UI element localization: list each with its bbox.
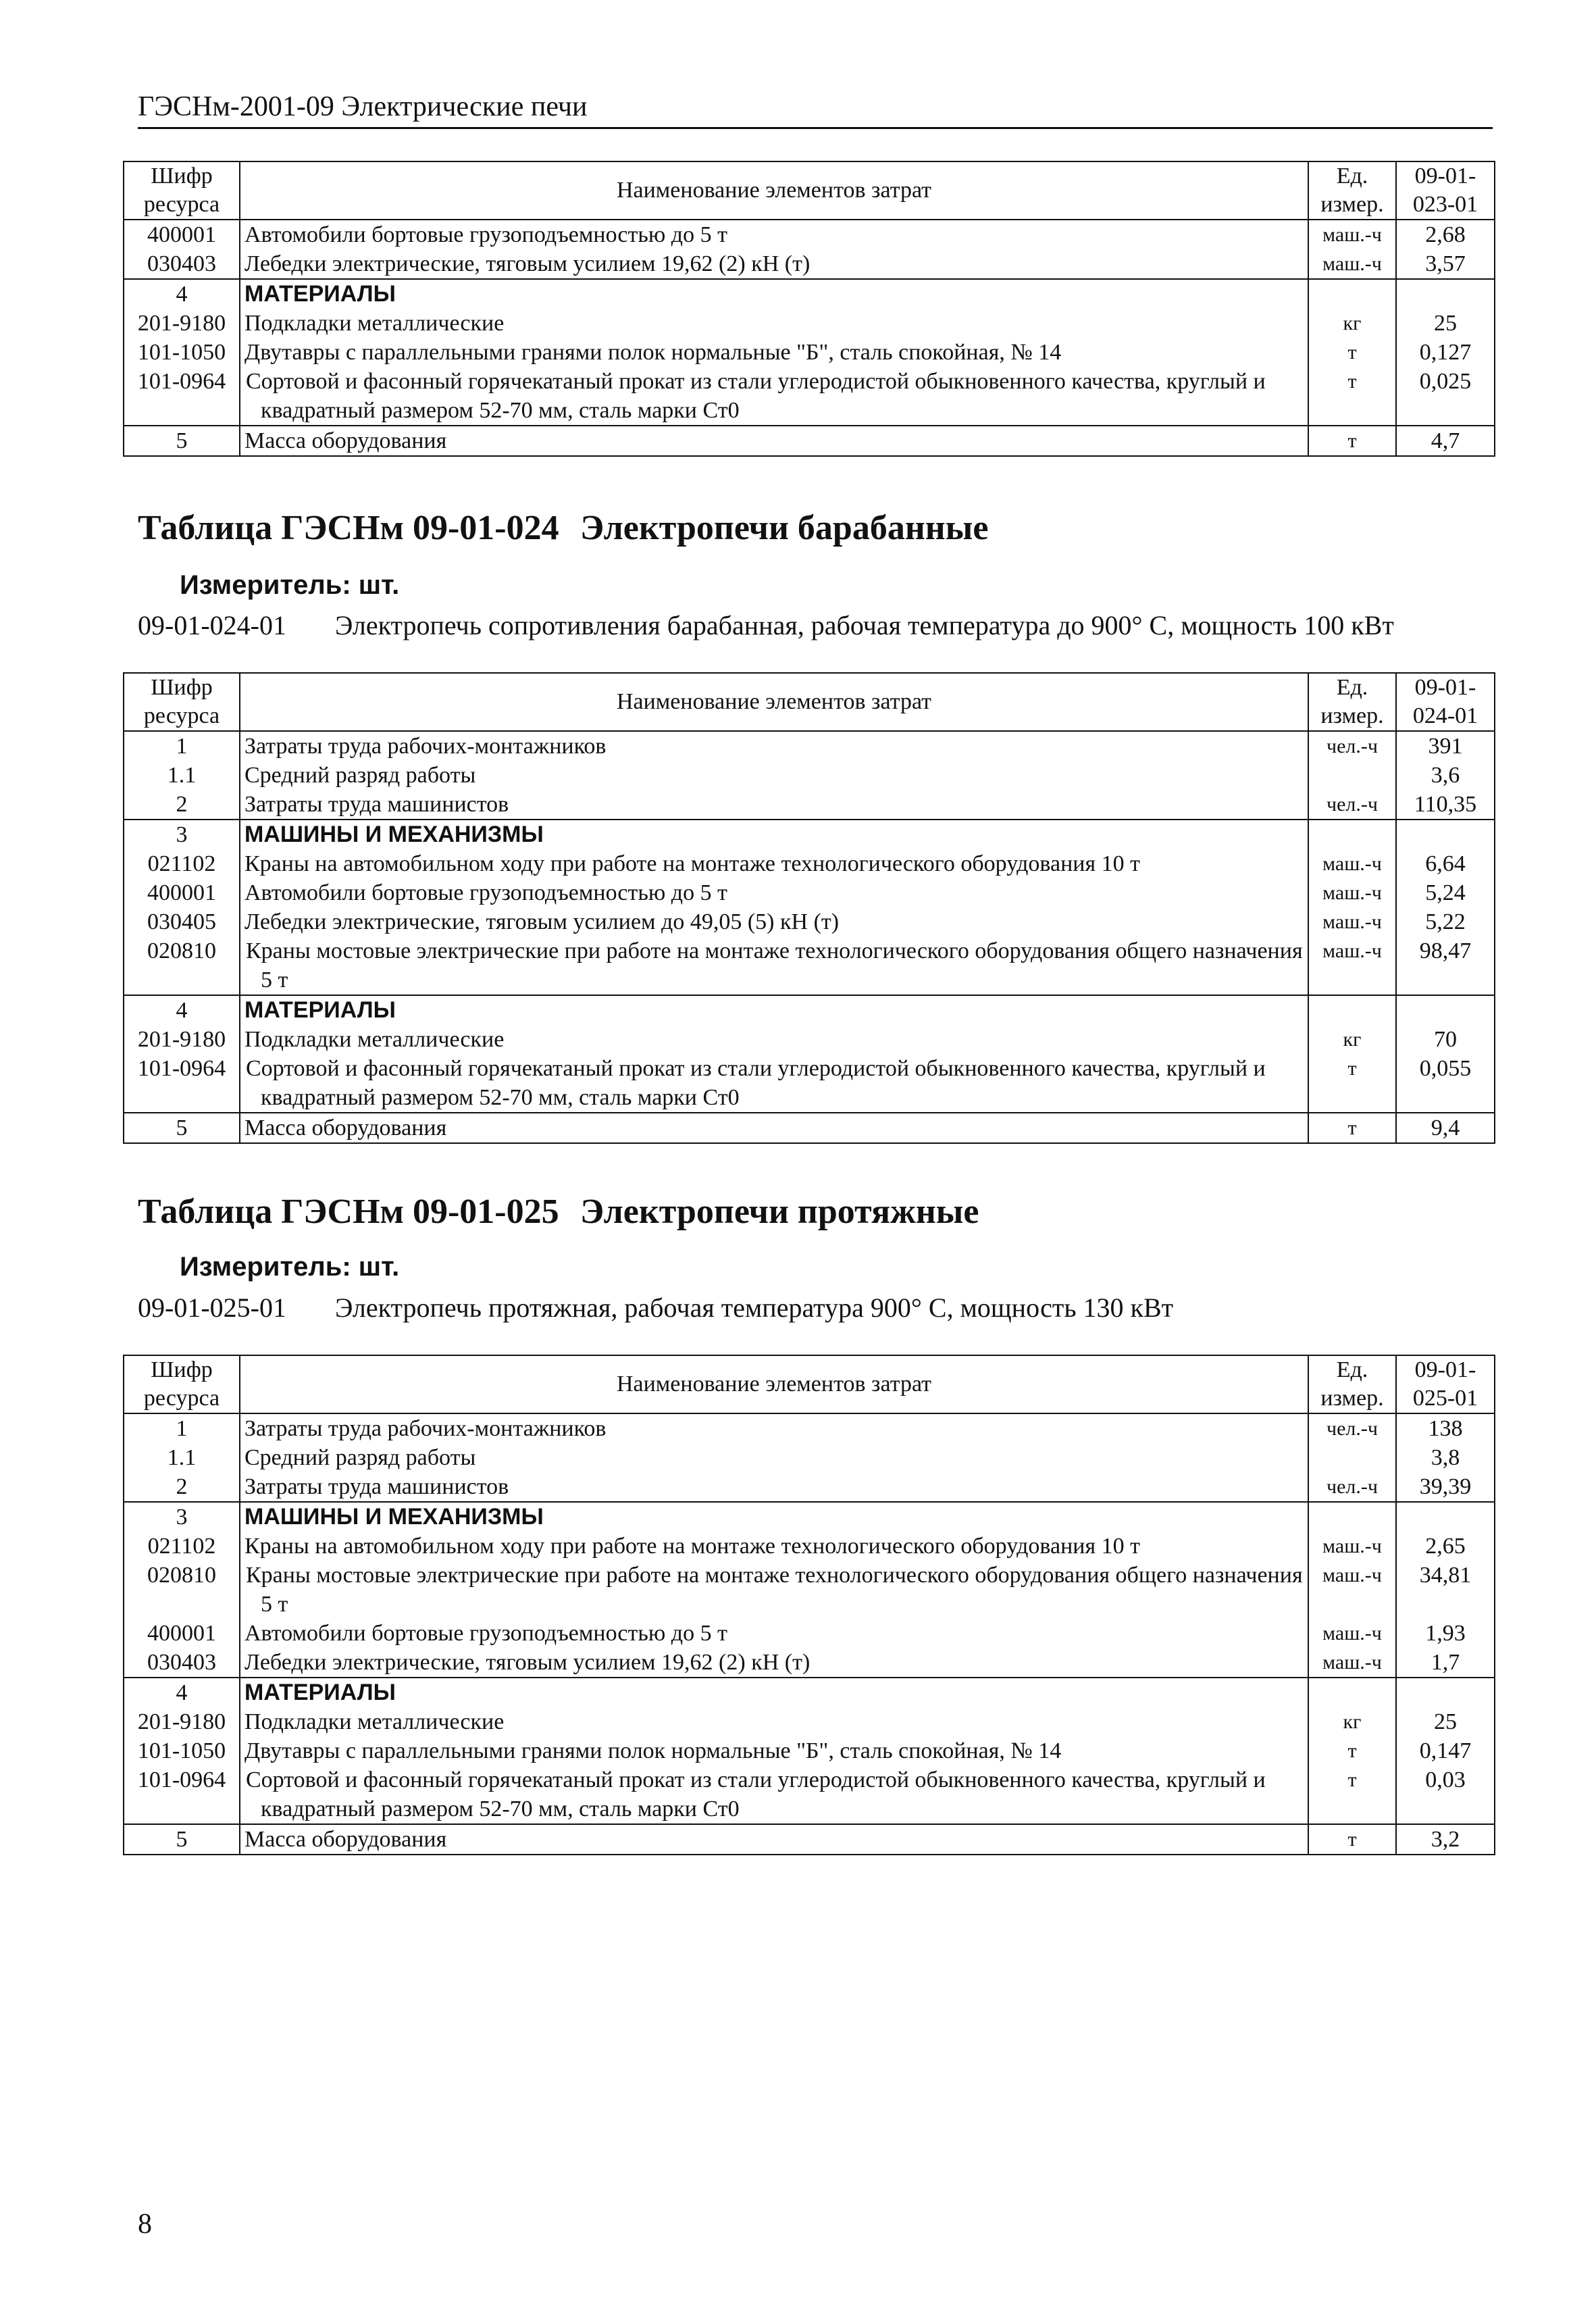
row-unit: маш.-ч — [1308, 220, 1396, 249]
row-unit: маш.-ч — [1308, 249, 1396, 279]
row-value: 0,025 — [1396, 367, 1495, 426]
item-description: Электропечь протяжная, рабочая температура 900° С, мощность 130 кВт — [335, 1292, 1174, 1323]
row-code: 400001 — [124, 1619, 240, 1648]
row-name: Двутавры с параллельными гранями полок нормальные "Б", сталь спокойная, № 14 — [240, 1736, 1308, 1765]
row-value: 3,2 — [1396, 1824, 1495, 1855]
row-value — [1396, 279, 1495, 309]
meter-label: Измеритель: шт. — [180, 1252, 400, 1282]
table-header-row — [124, 673, 1495, 731]
row-value: 3,57 — [1396, 249, 1495, 279]
table-row — [124, 426, 1495, 456]
row-unit — [1308, 1678, 1396, 1707]
row-value: 34,81 — [1396, 1561, 1495, 1619]
row-unit: маш.-ч — [1308, 1648, 1396, 1678]
item-description-line — [138, 609, 1394, 641]
row-name: МАТЕРИАЛЫ — [240, 1678, 1308, 1707]
col-header-code: Шифр ресурса — [124, 1355, 240, 1413]
row-unit: чел.-ч — [1308, 731, 1396, 761]
row-value — [1396, 995, 1495, 1025]
table-row — [124, 220, 1495, 249]
row-name: Лебедки электрические, тяговым усилием 19,62 (2) кН (т) — [240, 249, 1308, 279]
row-value: 39,39 — [1396, 1472, 1495, 1502]
row-name: Автомобили бортовые грузоподъемностью до 5 т — [240, 220, 1308, 249]
row-unit: т — [1308, 1054, 1396, 1113]
row-unit: маш.-ч — [1308, 1619, 1396, 1648]
row-value: 9,4 — [1396, 1113, 1495, 1143]
row-name: Затраты труда машинистов — [240, 790, 1308, 820]
table-header-row — [124, 1355, 1495, 1413]
item-code: 09-01-024-01 — [138, 610, 286, 640]
table-row — [124, 820, 1495, 849]
row-code: 1 — [124, 1413, 240, 1443]
row-code: 1.1 — [124, 761, 240, 790]
row-name: МАШИНЫ И МЕХАНИЗМЫ — [240, 1502, 1308, 1532]
table-title-name: Электропечи протяжные — [580, 1192, 979, 1231]
row-code: 5 — [124, 1113, 240, 1143]
row-code: 021102 — [124, 1532, 240, 1561]
row-name: МАШИНЫ И МЕХАНИЗМЫ — [240, 820, 1308, 849]
row-name: Автомобили бортовые грузоподъемностью до 5 т — [240, 1619, 1308, 1648]
row-code: 030403 — [124, 249, 240, 279]
row-name: Краны мостовые электрические при работе на монтаже технологического оборудования общего назначения 5 т — [240, 936, 1308, 995]
row-name: МАТЕРИАЛЫ — [240, 279, 1308, 309]
table-row — [124, 249, 1495, 279]
row-code: 4 — [124, 1678, 240, 1707]
item-description-line — [138, 1292, 1173, 1324]
row-value: 2,68 — [1396, 220, 1495, 249]
table-row — [124, 1532, 1495, 1561]
row-name: Масса оборудования — [240, 426, 1308, 456]
row-code: 400001 — [124, 220, 240, 249]
cost-table-023 — [123, 161, 1495, 457]
table-title-024 — [138, 508, 988, 548]
table-row — [124, 907, 1495, 936]
table-row — [124, 936, 1495, 995]
row-name: Двутавры с параллельными гранями полок нормальные "Б", сталь спокойная, № 14 — [240, 338, 1308, 367]
row-name: Лебедки электрические, тяговым усилием до 49,05 (5) кН (т) — [240, 907, 1308, 936]
row-name: Автомобили бортовые грузоподъемностью до 5 т — [240, 878, 1308, 907]
row-code: 101-0964 — [124, 1054, 240, 1113]
table-row — [124, 309, 1495, 338]
table-row — [124, 1025, 1495, 1054]
row-unit: т — [1308, 1765, 1396, 1824]
page-header-title: ГЭСНм-2001-09 Электрические печи — [138, 91, 588, 122]
col-header-unit: Ед. измер. — [1308, 673, 1396, 731]
table-row — [124, 849, 1495, 878]
row-code: 101-0964 — [124, 367, 240, 426]
row-value — [1396, 820, 1495, 849]
table-row — [124, 1054, 1495, 1113]
row-code: 4 — [124, 279, 240, 309]
table-header-row — [124, 161, 1495, 220]
table-title-025 — [138, 1192, 979, 1232]
row-code: 3 — [124, 820, 240, 849]
row-code: 101-1050 — [124, 338, 240, 367]
col-header-unit: Ед. измер. — [1308, 1355, 1396, 1413]
table-row — [124, 1113, 1495, 1143]
table-row — [124, 1561, 1495, 1619]
row-code: 5 — [124, 1824, 240, 1855]
row-code: 101-0964 — [124, 1765, 240, 1824]
row-value: 0,127 — [1396, 338, 1495, 367]
row-value: 138 — [1396, 1413, 1495, 1443]
table-row — [124, 1502, 1495, 1532]
row-value: 6,64 — [1396, 849, 1495, 878]
row-unit: т — [1308, 1736, 1396, 1765]
table-row — [124, 1472, 1495, 1502]
row-name: Средний разряд работы — [240, 1443, 1308, 1472]
table-row — [124, 878, 1495, 907]
row-code: 030403 — [124, 1648, 240, 1678]
row-unit — [1308, 1502, 1396, 1532]
row-name: Подкладки металлические — [240, 1707, 1308, 1736]
row-value: 25 — [1396, 1707, 1495, 1736]
row-value: 2,65 — [1396, 1532, 1495, 1561]
row-code: 3 — [124, 1502, 240, 1532]
row-code: 2 — [124, 790, 240, 820]
col-header-code: Шифр ресурса — [124, 161, 240, 220]
row-name: Лебедки электрические, тяговым усилием 19,62 (2) кН (т) — [240, 1648, 1308, 1678]
cost-table-body — [124, 673, 1495, 1143]
row-value: 5,24 — [1396, 878, 1495, 907]
meter-label: Измеритель: шт. — [180, 570, 400, 600]
row-code: 030405 — [124, 907, 240, 936]
table-row — [124, 1443, 1495, 1472]
row-value: 25 — [1396, 309, 1495, 338]
row-unit: т — [1308, 338, 1396, 367]
row-name: Краны на автомобильном ходу при работе на монтаже технологического оборудования 10 т — [240, 849, 1308, 878]
row-unit: маш.-ч — [1308, 936, 1396, 995]
table-row — [124, 1678, 1495, 1707]
col-header-norm: 09-01- 024-01 — [1396, 673, 1495, 731]
table-row — [124, 790, 1495, 820]
col-header-norm: 09-01- 023-01 — [1396, 161, 1495, 220]
row-unit: т — [1308, 367, 1396, 426]
row-name: Затраты труда машинистов — [240, 1472, 1308, 1502]
table-row — [124, 1619, 1495, 1648]
row-name: Краны на автомобильном ходу при работе на монтаже технологического оборудования 10 т — [240, 1532, 1308, 1561]
row-value: 1,93 — [1396, 1619, 1495, 1648]
row-name: МАТЕРИАЛЫ — [240, 995, 1308, 1025]
cost-table-body — [124, 1355, 1495, 1855]
row-value: 4,7 — [1396, 426, 1495, 456]
table-row — [124, 1824, 1495, 1855]
row-value: 0,147 — [1396, 1736, 1495, 1765]
table-row — [124, 995, 1495, 1025]
col-header-unit: Ед. измер. — [1308, 161, 1396, 220]
item-code: 09-01-025-01 — [138, 1292, 286, 1323]
row-unit: чел.-ч — [1308, 1472, 1396, 1502]
row-unit: кг — [1308, 1025, 1396, 1054]
table-title-number: Таблица ГЭСНм 09-01-025 — [138, 1192, 559, 1231]
table-row — [124, 1765, 1495, 1824]
row-unit — [1308, 1443, 1396, 1472]
row-unit: кг — [1308, 1707, 1396, 1736]
table-row — [124, 279, 1495, 309]
row-code: 201-9180 — [124, 1025, 240, 1054]
row-value: 70 — [1396, 1025, 1495, 1054]
table-row — [124, 1736, 1495, 1765]
row-name: Масса оборудования — [240, 1824, 1308, 1855]
row-unit: т — [1308, 1824, 1396, 1855]
row-name: Затраты труда рабочих-монтажников — [240, 731, 1308, 761]
cost-table-024 — [123, 672, 1495, 1144]
item-description: Электропечь сопротивления барабанная, рабочая температура до 900° С, мощность 100 кВт — [335, 610, 1394, 640]
table-row — [124, 761, 1495, 790]
row-unit: маш.-ч — [1308, 878, 1396, 907]
row-value: 3,6 — [1396, 761, 1495, 790]
row-value: 0,03 — [1396, 1765, 1495, 1824]
cost-table-body — [124, 161, 1495, 456]
row-unit — [1308, 820, 1396, 849]
row-code: 201-9180 — [124, 1707, 240, 1736]
cost-table-025 — [123, 1355, 1495, 1855]
row-unit — [1308, 279, 1396, 309]
row-value — [1396, 1678, 1495, 1707]
row-unit: кг — [1308, 309, 1396, 338]
row-code: 1 — [124, 731, 240, 761]
row-code: 4 — [124, 995, 240, 1025]
row-name: Сортовой и фасонный горячекатаный прокат из стали углеродистой обыкновенного качества, круглый и квадратный размером 52-70 мм, сталь марки Ст0 — [240, 1765, 1308, 1824]
row-name: Подкладки металлические — [240, 1025, 1308, 1054]
row-value: 1,7 — [1396, 1648, 1495, 1678]
page-header — [138, 86, 1493, 129]
table-row — [124, 367, 1495, 426]
row-code: 101-1050 — [124, 1736, 240, 1765]
row-code: 021102 — [124, 849, 240, 878]
table-row — [124, 1707, 1495, 1736]
row-name: Масса оборудования — [240, 1113, 1308, 1143]
row-unit — [1308, 995, 1396, 1025]
row-name: Затраты труда рабочих-монтажников — [240, 1413, 1308, 1443]
row-value: 5,22 — [1396, 907, 1495, 936]
row-code: 400001 — [124, 878, 240, 907]
row-unit: маш.-ч — [1308, 1561, 1396, 1619]
table-row — [124, 731, 1495, 761]
col-header-name: Наименование элементов затрат — [240, 161, 1308, 220]
row-value: 98,47 — [1396, 936, 1495, 995]
row-unit: т — [1308, 1113, 1396, 1143]
row-code: 5 — [124, 426, 240, 456]
table-row — [124, 1413, 1495, 1443]
row-name: Сортовой и фасонный горячекатаный прокат из стали углеродистой обыкновенного качества, круглый и квадратный размером 52-70 мм, сталь марки Ст0 — [240, 367, 1308, 426]
row-name: Подкладки металлические — [240, 309, 1308, 338]
col-header-code: Шифр ресурса — [124, 673, 240, 731]
row-name: Средний разряд работы — [240, 761, 1308, 790]
row-unit: маш.-ч — [1308, 907, 1396, 936]
row-unit: маш.-ч — [1308, 849, 1396, 878]
page-number: 8 — [138, 2209, 152, 2240]
table-title-name: Электропечи барабанные — [580, 509, 989, 547]
row-value: 0,055 — [1396, 1054, 1495, 1113]
col-header-name: Наименование элементов затрат — [240, 1355, 1308, 1413]
row-unit: маш.-ч — [1308, 1532, 1396, 1561]
table-title-number: Таблица ГЭСНм 09-01-024 — [138, 509, 559, 547]
row-code: 020810 — [124, 936, 240, 995]
row-value — [1396, 1502, 1495, 1532]
row-name: Краны мостовые электрические при работе на монтаже технологического оборудования общего назначения 5 т — [240, 1561, 1308, 1619]
row-value: 3,8 — [1396, 1443, 1495, 1472]
col-header-name: Наименование элементов затрат — [240, 673, 1308, 731]
col-header-norm: 09-01- 025-01 — [1396, 1355, 1495, 1413]
row-code: 2 — [124, 1472, 240, 1502]
row-unit: чел.-ч — [1308, 1413, 1396, 1443]
row-code: 201-9180 — [124, 309, 240, 338]
row-unit — [1308, 761, 1396, 790]
row-code: 1.1 — [124, 1443, 240, 1472]
row-code: 020810 — [124, 1561, 240, 1619]
row-value: 391 — [1396, 731, 1495, 761]
row-unit: чел.-ч — [1308, 790, 1396, 820]
row-name: Сортовой и фасонный горячекатаный прокат из стали углеродистой обыкновенного качества, круглый и квадратный размером 52-70 мм, сталь марки Ст0 — [240, 1054, 1308, 1113]
row-unit: т — [1308, 426, 1396, 456]
table-row — [124, 1648, 1495, 1678]
row-value: 110,35 — [1396, 790, 1495, 820]
table-row — [124, 338, 1495, 367]
